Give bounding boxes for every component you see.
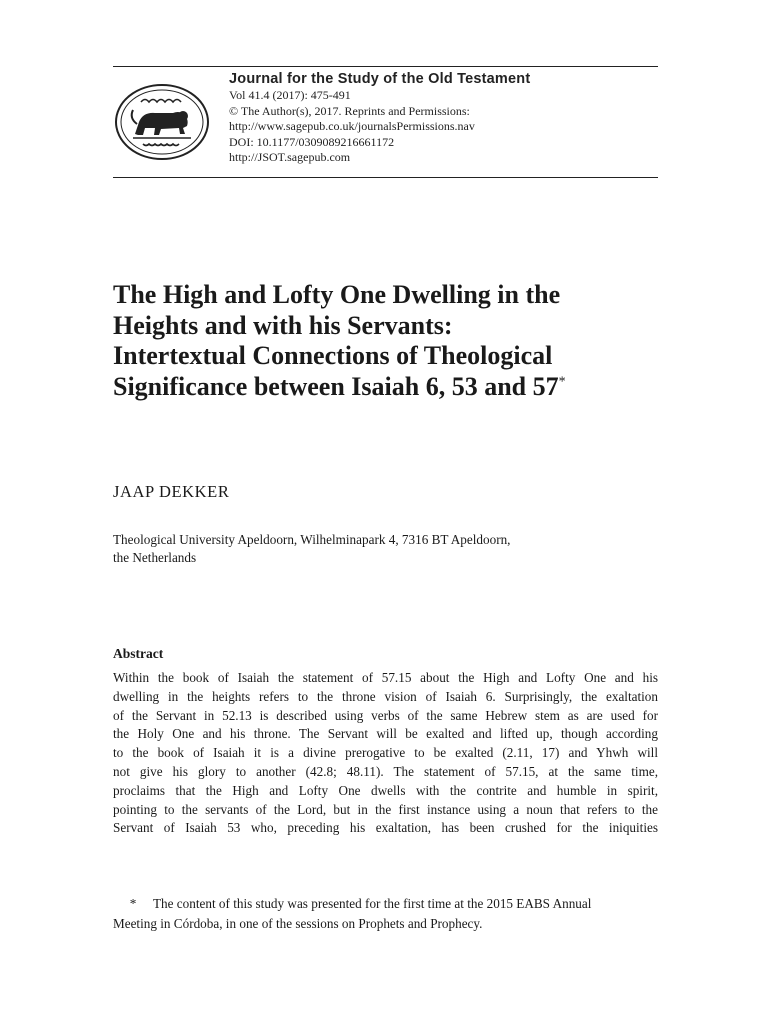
title-line: Heights and with his Servants: <box>113 310 453 340</box>
affiliation-line: Theological University Apeldoorn, Wilhelminapark 4, 7316 BT Apeldoorn, <box>113 532 511 547</box>
author-affiliation <box>113 531 658 567</box>
footnote-mark: * <box>129 896 137 911</box>
header-bottom-rule <box>113 177 658 178</box>
abstract-line: to the book of Isaiah it is a divine prerogative to be exalted (2.11, 17) and Yhwh will <box>113 745 658 761</box>
abstract-line: not give his glory to another (42.8; 48.11). The statement of 57.15, at the same time, <box>113 763 658 779</box>
abstract-line: the Holy One and his throne. The Servant will be exalted and lifted up, though according <box>113 726 658 742</box>
abstract-line: Within the book of Isaiah the statement of 57.15 about the High and Lofty One and his <box>113 670 658 685</box>
abstract-line: proclaims that the High and Lofty One dwells with the contrite and humble in spirit, <box>113 782 658 798</box>
footnote-line: Meeting in Córdoba, in one of the sessions on Prophets and Prophecy. <box>113 915 483 931</box>
author-name: JAAP DEKKER <box>113 482 230 501</box>
header-top-rule <box>113 66 658 67</box>
journal-masthead <box>229 70 659 166</box>
title-line-text: Significance between Isaiah 6, 53 and 57 <box>113 371 559 401</box>
article-title <box>113 280 673 402</box>
title-line: Intertextual Connections of Theological <box>113 341 553 370</box>
title-line-last <box>113 372 673 403</box>
copyright-notice: © The Author(s), 2017. Reprints and Permissions: <box>229 103 470 118</box>
abstract-line: of the Servant in 52.13 is described using verbs of the same Hebrew stem as are used for <box>113 707 658 723</box>
volume-info: Vol 41.4 (2017): 475-491 <box>229 88 351 102</box>
abstract-body <box>113 669 658 838</box>
abstract-heading: Abstract <box>113 646 164 661</box>
journal-url-link[interactable]: http://JSOT.sagepub.com <box>229 150 351 164</box>
title-line: The High and Lofty One Dwelling in the <box>113 280 561 309</box>
doi-link[interactable]: DOI: 10.1177/0309089216661172 <box>229 134 395 149</box>
footnote <box>113 894 658 933</box>
lion-seal-icon <box>113 82 211 162</box>
footnote-line <box>113 894 658 914</box>
footnote-text: The content of this study was presented for the first time at the 2015 EABS Annual <box>153 896 592 911</box>
permissions-link[interactable]: http://www.sagepub.co.uk/journalsPermissions.nav <box>229 119 475 133</box>
affiliation-line: the Netherlands <box>113 550 197 565</box>
abstract-line: dwelling in the heights refers to the throne vision of Isaiah 6. Surprisingly, the exaltation <box>113 688 658 704</box>
abstract-line: Servant of Isaiah 53 who, preceding his exaltation, has been crushed for the iniquities <box>113 820 658 836</box>
abstract-line: pointing to the servants of the Lord, but in the first instance using a noun that refers to the <box>113 801 658 817</box>
title-footnote-mark[interactable]: * <box>558 373 566 389</box>
journal-name: Journal for the Study of the Old Testament <box>229 71 531 87</box>
